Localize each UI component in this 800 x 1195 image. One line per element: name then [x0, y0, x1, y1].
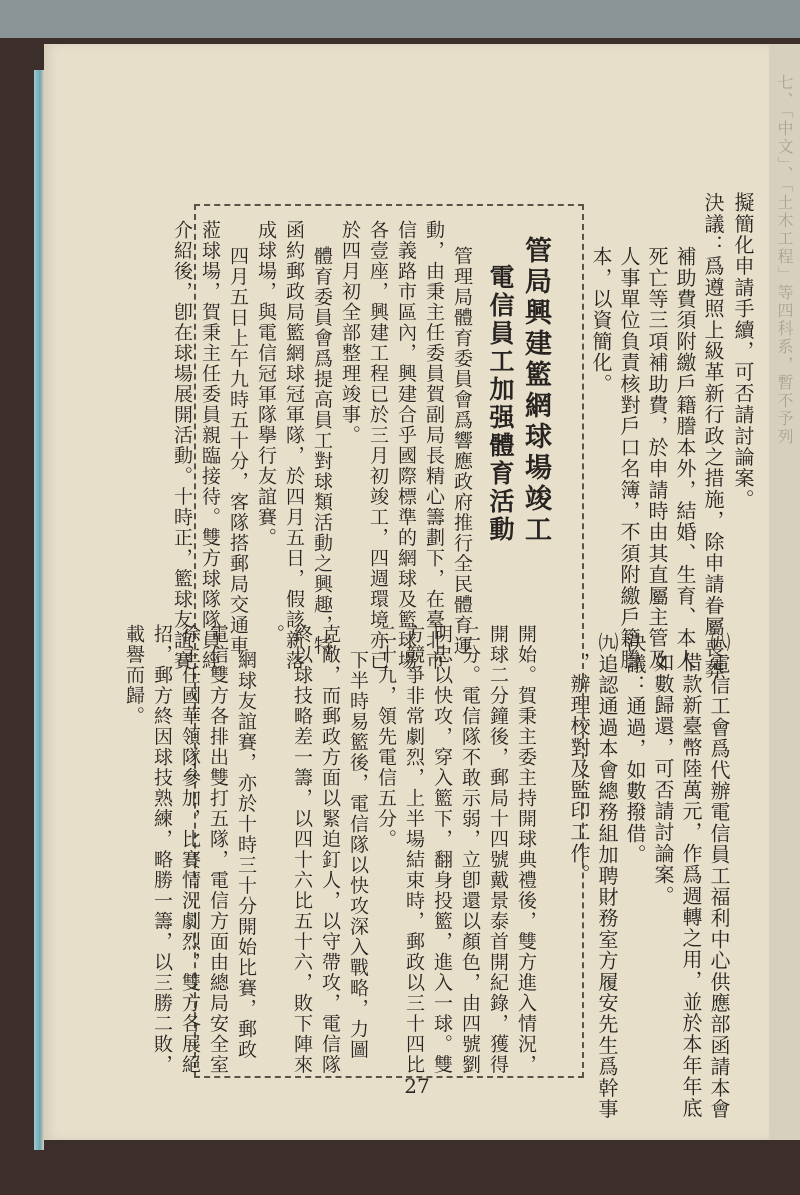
text-column: 下半時易籃後，電信隊以快攻深入戰略，力圖 [347, 650, 369, 1060]
text-column: 方競爭非常劇烈，上半場結束時，郵政以三十四比 [403, 624, 425, 1075]
text-column: 開始。賀秉主委主持開球典禮後，雙方進入情況， [515, 624, 537, 1075]
text-column: 蒞球場，賀秉主任委員親臨接待。雙方球隊隊員經 [199, 220, 221, 671]
text-column: 。 [263, 624, 285, 645]
text-column: 介紹後，卽在球場展開活動。十時正，籃球友誼賽 [171, 220, 193, 671]
text-column: 擬簡化申請手續，可否請討論案。 [731, 192, 755, 510]
text-column: 死亡等三項補助費，於申請時由其直屬主管及 [645, 246, 669, 670]
text-column: 決議：爲遵照上級革新行政之措施，除申請眷屬喪葬 [701, 192, 725, 680]
text-column: 二十九，領先電信五分。 [375, 624, 397, 850]
agenda-item-9: ㈨追認通過本會總務組加聘財務室方履安先生爲幹事 [595, 632, 619, 1120]
text-column: 徐主任國華領隊參加，比賽情況劇烈，雙方各展絕 [179, 624, 201, 1075]
text-column: 電信雙方各排出雙打五隊，電信方面由總局安全室 [207, 624, 229, 1075]
book-page [44, 44, 769, 1140]
page-number: 27 [404, 1074, 430, 1098]
text-column: 終以球技略差一籌，以四十六比五十六，敗下陣來 [291, 624, 313, 1075]
text-column: 克敵，而郵政方面以緊迫釘人，以守帶攻，電信隊 [319, 624, 341, 1075]
text-column: 開球二分鐘後，郵局十四號戴景泰首開紀錄，獲得 [487, 624, 509, 1075]
text-column: 明忠以快攻，穿入籃下，翻身投籃，進入一球。雙 [431, 624, 453, 1075]
text-column: 本，以資簡化。 [589, 246, 613, 395]
text-column: 網球友誼賽，亦於十時三十分開始比賽，郵政 [235, 650, 257, 1060]
text-column: 補助費須附繳戶籍謄本外，結婚、生育、本人 [673, 246, 697, 670]
text-column: 各壹座，興建工程已於三月初竣工，四週環境亦已 [367, 220, 389, 671]
text-column: 借款新臺幣陸萬元，作爲週轉之用，並於本年年底 [679, 652, 703, 1119]
text-column: 載譽而歸。 [123, 624, 145, 727]
text-column: 決議：通過，如數撥借。 [623, 632, 647, 866]
text-column: 信義路市區內，興建合乎國際標準的網球及籃球場 [395, 220, 417, 671]
text-column: 如數歸還，可否請討論案。 [651, 652, 675, 907]
adjacent-page-text: 七、「中文」、「土木工程」等四科系，暫不予列 [775, 74, 794, 446]
text-column: 人事單位負責核對戶口名簿，不須附繳戶籍謄 [617, 246, 641, 670]
agenda-item-8: ㈧電信工會爲代辦電信員工福利中心供應部函請本會 [707, 632, 731, 1120]
text-column: 管理局體育委員會爲響應政府推行全民體育運 [451, 246, 473, 656]
text-column: 函約郵政局籃網球冠軍隊，於四月五日，假該新落 [283, 220, 305, 671]
text-column: ，辦理校對及監印工作。 [567, 652, 591, 886]
article-title: 管局興建籃網球場竣工 [520, 236, 551, 546]
text-column: 四月五日上午九時五十分，客隊搭郵局交通車 [227, 246, 249, 656]
page-edges [34, 70, 44, 1150]
text-column: 動，由秉主任委員賀副局長精心籌劃下，在臺北市 [423, 220, 445, 671]
text-column: 體育委員會爲提高員工對球類活動之興趣，特 [311, 246, 333, 656]
text-column: 成球場，與電信冠軍隊擧行友誼賽。 [255, 220, 277, 548]
text-column: 招，郵方終因球技熟練，略勝一籌，以三勝二敗， [151, 624, 173, 1075]
text-column: 二分。電信隊不敢示弱，立卽還以顏色，由四號劉 [459, 624, 481, 1075]
text-column: 於四月初全部整理竣事。 [339, 220, 361, 446]
adjacent-page-edge [769, 44, 800, 1140]
article-subtitle: 電信員工加强體育活動 [486, 264, 515, 544]
